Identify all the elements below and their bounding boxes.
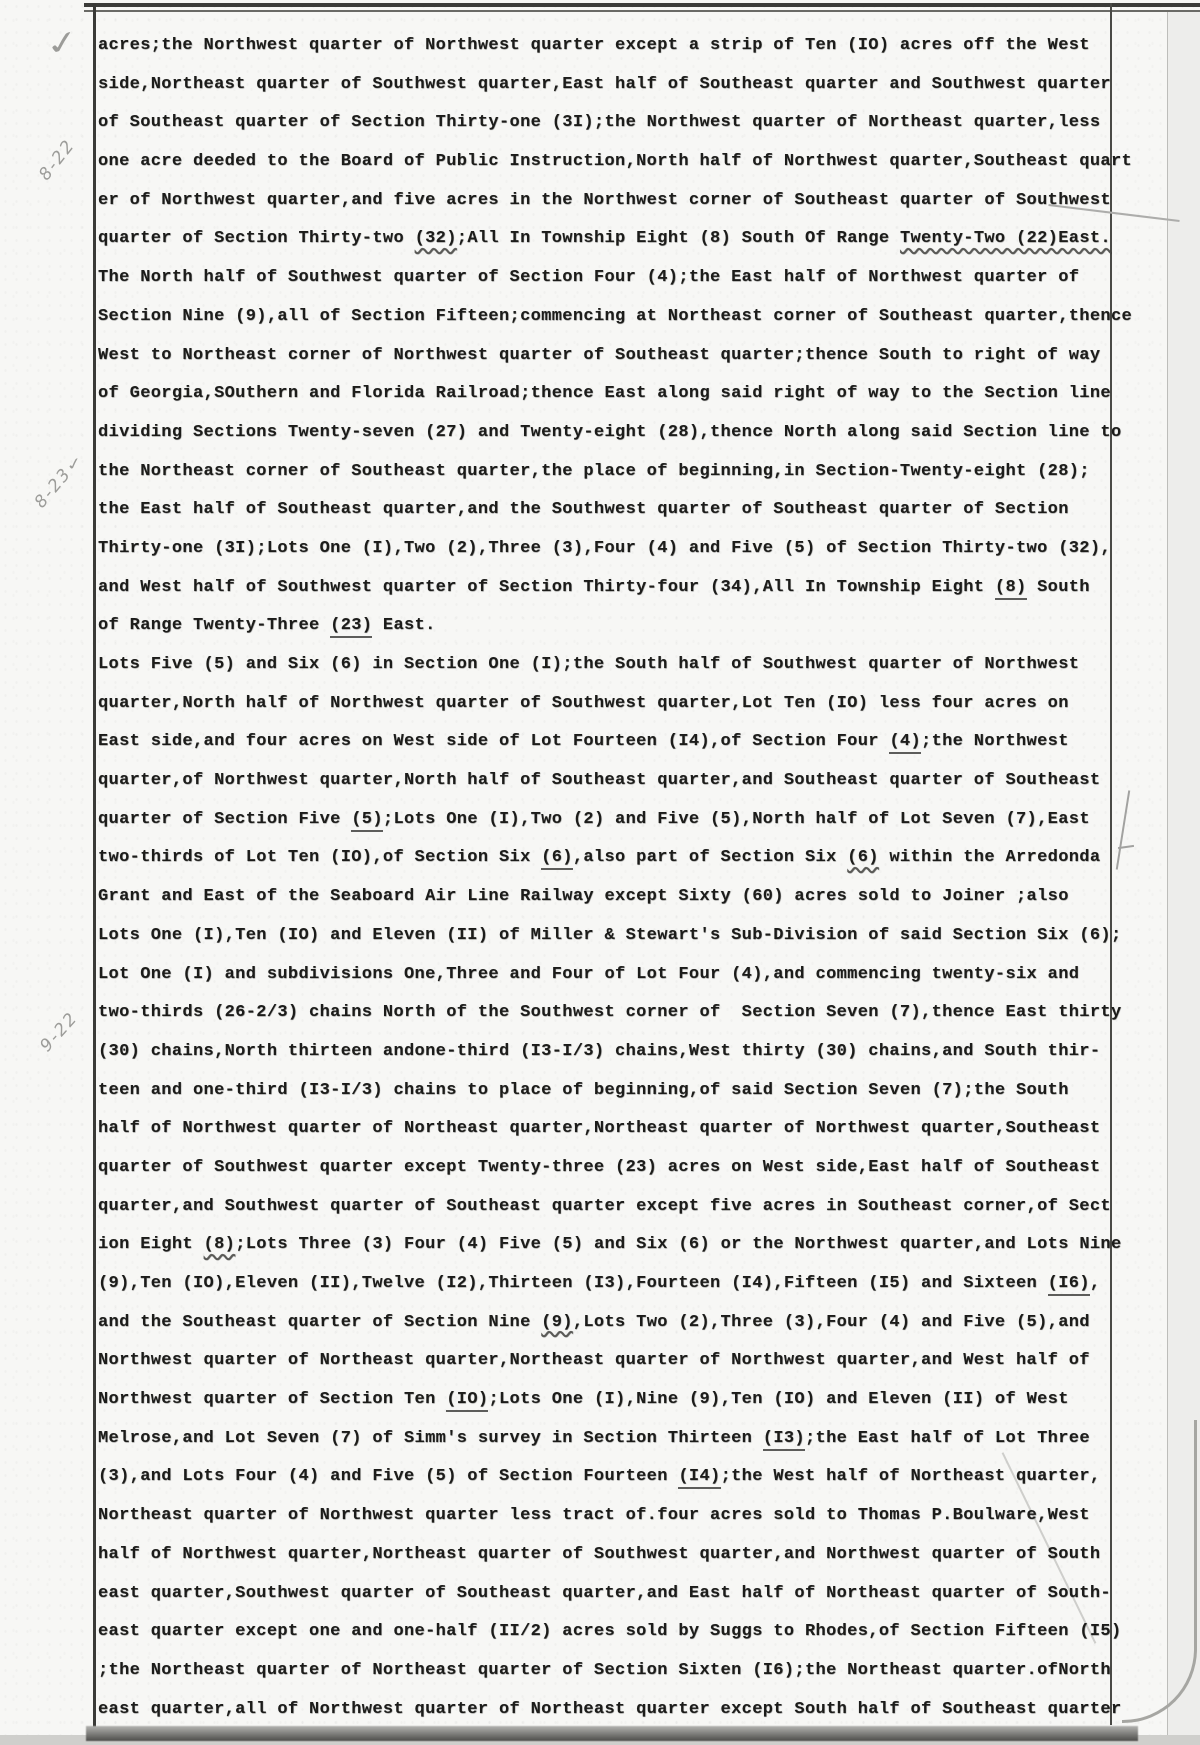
document-line: Thirty-one (3I);Lots One (I),Two (2),Three (3),Four (4) and Five (5) of Section Thirty-two (32), — [98, 538, 1111, 558]
document-line: (3),and Lots Four (4) and Five (5) of Section Fourteen (I4);the West half of Northeast quarter, — [98, 1458, 1128, 1497]
document-line: Lots Five (5) and Six (6) in Section One (I);the South half of Southwest quarter of Northwest — [98, 655, 1080, 674]
pencil-underline: (IO) — [446, 1390, 488, 1412]
pencil-underline: (9) — [541, 1312, 573, 1332]
document-line: and West half of Southwest quarter of Section Thirty-four (34),All In Township Eight (8) South — [98, 569, 1128, 608]
pencil-underline: (4) — [889, 732, 921, 754]
pencil-underline: (I6) — [1048, 1274, 1090, 1296]
document-line: teen and one-third (I3-I/3) chains to place of beginning,of said Section Seven (7);the South — [98, 1080, 1069, 1100]
document-line: quarter,and Southwest quarter of Southeast quarter except five acres in Southeast corner,of Sect — [98, 1196, 1111, 1216]
pencil-underline: (6) — [847, 848, 879, 868]
document-line: Melrose,and Lot Seven (7) of Simm's survey in Section Thirteen (I3);the East half of Lot Three — [98, 1420, 1128, 1459]
document-line: east quarter,Southwest quarter of Southeast quarter,and East half of Northeast quarter of South- — [98, 1583, 1111, 1603]
document-line: of Southeast quarter of Section Thirty-one (3I);the Northwest quarter of Northeast quarter,less — [98, 113, 1101, 133]
document-line: acres;the Northwest quarter of Northwest quarter except a strip of Ten (IO) acres off the West — [98, 36, 1090, 55]
document-line: dividing Sections Twenty-seven (27) and Twenty-eight (28),thence North along said Section line to — [98, 422, 1122, 442]
margin-note-township-range-2: 8-23 — [30, 463, 76, 513]
document-text — [98, 27, 1133, 1729]
document-line: Northwest quarter of Section Ten (IO);Lots One (I),Nine (9),Ten (IO) and Eleven (II) of West — [98, 1381, 1128, 1420]
document-line: ;the Northeast quarter of Northeast quarter of Section Sixten (I6);the Northeast quarter.ofNorth — [98, 1660, 1111, 1680]
margin-note-township-range-1: 8-22 — [35, 135, 80, 185]
margin-checkmark-mid: ✓ — [63, 452, 85, 476]
document-line: Lots One (I),Ten (IO) and Eleven (II) of Miller & Stewart's Sub-Division of said Section Six (6); — [98, 925, 1122, 945]
document-line: quarter of Southwest quarter except Twenty-three (23) acres on West side,East half of Southeast — [98, 1157, 1101, 1177]
document-line: Lot One (I) and subdivisions One,Three and Four of Lot Four (4),and commencing twenty-six and — [98, 964, 1080, 984]
pencil-underline: (I4) — [678, 1467, 720, 1489]
document-line: quarter of Section Five (5);Lots One (I),Two (2) and Five (5),North half of Lot Seven (7),East — [98, 801, 1128, 840]
document-line: the East half of Southeast quarter,and the Southwest quarter of Southeast quarter of Section — [98, 500, 1069, 520]
document-line: quarter,of Northwest quarter,North half of Southeast quarter,and Southeast quarter of Southeast — [98, 771, 1101, 791]
document-line: (9),Ten (IO),Eleven (II),Twelve (I2),Thirteen (I3),Fourteen (I4),Fifteen (I5) and Sixteen (I6), — [98, 1265, 1128, 1304]
margin-checkmark-top: ✓ — [41, 22, 84, 65]
document-line: East side,and four acres on West side of Lot Fourteen (I4),of Section Four (4);the Northwest — [98, 723, 1128, 762]
document-line: of Range Twenty-Three (23) East. — [98, 607, 1128, 646]
pencil-underline: (8) — [995, 578, 1027, 600]
scan-left-rule — [93, 3, 96, 1745]
document-line: quarter,North half of Northwest quarter of Southwest quarter,Lot Ten (IO) less four acres on — [98, 693, 1069, 713]
scan-top-rule-2 — [84, 10, 1200, 12]
page-corner-curve — [1122, 1420, 1197, 1723]
document-line: (30) chains,North thirteen andone-third (I3-I/3) chains,West thirty (30) chains,and South thir- — [98, 1041, 1101, 1061]
document-line: Grant and East of the Seaboard Air Line Railway except Sixty (60) acres sold to Joiner ;also — [98, 887, 1069, 907]
document-line: Northwest quarter of Northeast quarter,Northeast quarter of Northwest quarter,and West half of — [98, 1351, 1090, 1371]
document-line: east quarter,all of Northwest quarter of Northeast quarter except South half of Southeast quarter — [98, 1699, 1122, 1719]
document-line: Section Nine (9),all of Section Fifteen;commencing at Northeast corner of Southeast quarter,thence — [98, 306, 1133, 326]
document-line: West to Northeast corner of Northwest quarter of Southeast quarter;thence South to right of way — [98, 345, 1101, 365]
document-line: Northeast quarter of Northwest quarter less tract of.four acres sold to Thomas P.Boulware,West — [98, 1506, 1090, 1526]
document-line: half of Northwest quarter,Northeast quarter of Southwest quarter,and Northwest quarter of South — [98, 1544, 1101, 1564]
document-line: The North half of Southwest quarter of Section Four (4);the East half of Northwest quarter of — [98, 268, 1080, 288]
margin-note-township-range-3: 9-22 — [36, 1007, 83, 1057]
document-line: ion Eight (8);Lots Three (3) Four (4) Five (5) and Six (6) or the Northwest quarter,and Lots Nine — [98, 1235, 1122, 1255]
scan-top-rule — [84, 3, 1200, 7]
pencil-underline: (8) — [203, 1235, 236, 1255]
document-line: of Georgia,SOuthern and Florida Railroad;thence East along said right of way to the Section line — [98, 384, 1111, 404]
document-line: er of Northwest quarter,and five acres in the Northwest corner of Southeast quarter of Southwest — [98, 190, 1111, 210]
document-line: one acre deeded to the Board of Public Instruction,North half of Northwest quarter,Southeast quart — [98, 152, 1133, 172]
document-line: two-thirds of Lot Ten (IO),of Section Six (6),also part of Section Six (6) within the Arredonda — [98, 839, 1128, 878]
pencil-underline: (I3) — [763, 1429, 805, 1451]
pencil-underline: (6) — [541, 848, 573, 870]
document-line: two-thirds (26-2/3) chains North of the Southwest corner of Section Seven (7),thence East thirty — [98, 1003, 1122, 1023]
pencil-underline: (5) — [351, 810, 383, 832]
pencil-underline: (23) — [330, 616, 372, 638]
pencil-underline: Twenty-Two (22)East. — [899, 229, 1111, 249]
pencil-underline: (32) — [414, 229, 457, 249]
document-line: side,Northeast quarter of Southwest quarter,East half of Southeast quarter and Southwest quarter — [98, 74, 1111, 94]
document-line: half of Northwest quarter of Northeast quarter,Northeast quarter of Northwest quarter,Southeast — [98, 1119, 1101, 1139]
document-line: quarter of Section Thirty-two (32);All In Township Eight (8) South Of Range Twenty-Two (22)East. — [98, 229, 1111, 249]
document-line: east quarter except one and one-half (II/2) acres sold by Suggs to Rhodes,of Section Fifteen (I5) — [98, 1622, 1122, 1642]
document-line: the Northeast corner of Southeast quarter,the place of beginning,in Section-Twenty-eight (28); — [98, 461, 1090, 481]
document-line: and the Southeast quarter of Section Nine (9),Lots Two (2),Three (3),Four (4) and Five (5),and — [98, 1312, 1090, 1332]
